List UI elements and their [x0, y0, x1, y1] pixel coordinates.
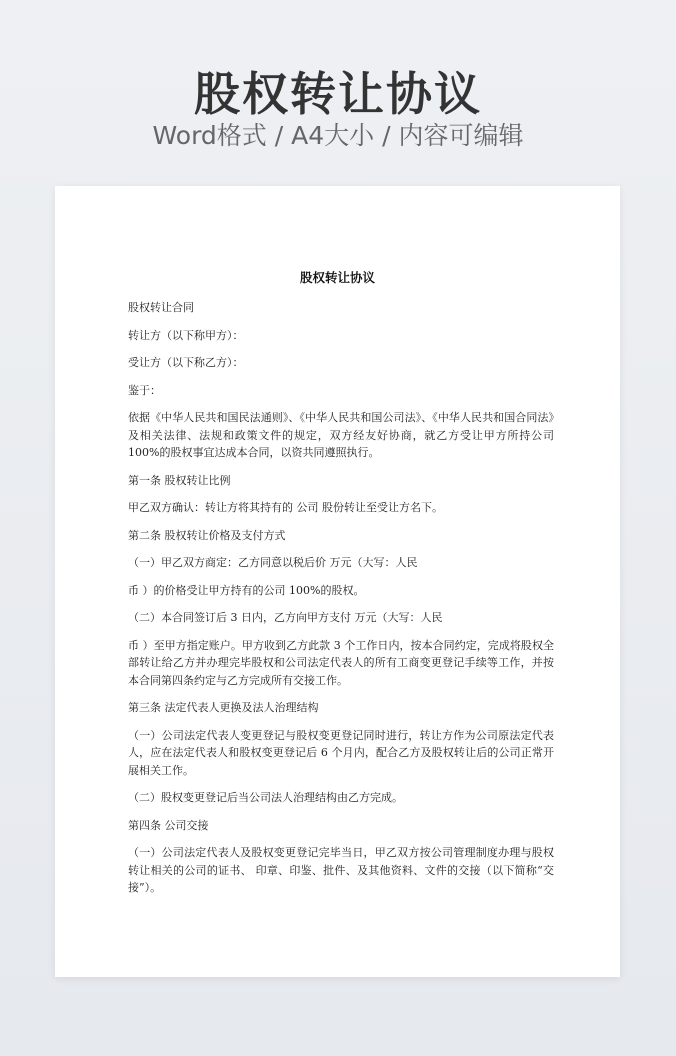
paragraph-contract-name: 股权转让合同	[128, 301, 194, 314]
article-3-heading: 第三条 法定代表人更换及法人治理结构	[128, 701, 319, 714]
paragraph-transferee: 受让方（以下称乙方）：	[128, 356, 244, 369]
article-1-heading: 第一条 股权转让比例	[128, 473, 231, 487]
paragraph-basis: 依据《中华人民共和国民法通则》、《中华人民共和国公司法》、《中华人民共和国合同法》及相关法律、法规和政策文件的规定，双方经友好协商，就乙方受让甲方所持公司100%的股权事宜达成本合同，以资共同遵照执行。	[128, 411, 554, 459]
document-title: 股权转让协议	[299, 270, 375, 285]
article-2-clause-2a: （二）本合同签订后 3 日内，乙方向甲方支付 万元（大写：人民	[128, 611, 443, 624]
article-4-clause-1: （一）公司法定代表人及股权变更登记完毕当日，甲乙双方按公司管理制度办理与股权转让相关的公司的证书、 印章、印鉴、批件、及其他资料、文件的交接（以下简称“交接”）。	[128, 846, 554, 894]
document-body	[128, 299, 554, 907]
article-3-clause-2: （二）股权变更登记后当公司法人治理结构由乙方完成。	[128, 791, 403, 804]
article-2-clause-2b: 币 ）至甲方指定账户。甲方收到乙方此款 3 个工作日内，按本合同约定，完成将股权全部转让给乙方并办理完毕股权和公司法定代表人的所有工商变更登记手续等工作，并按本合同第四条约定与乙方完成所有交接工作。	[128, 638, 554, 687]
article-2-heading: 第二条 股权转让价格及支付方式	[128, 528, 286, 542]
document-page	[55, 186, 620, 977]
page-subtitle: Word格式 / A4大小 / 内容可编辑	[152, 121, 524, 150]
article-1-text: 甲乙双方确认：转让方将其持有的 公司 股份转让至受让方名下。	[128, 501, 443, 514]
article-2-clause-1a: （一）甲乙双方商定：乙方同意以税后价 万元（大写：人民	[128, 556, 418, 569]
page-title: 股权转让协议	[194, 67, 482, 121]
paragraph-whereas: 鉴于：	[128, 383, 161, 397]
article-2-clause-1b: 币 ）的价格受让甲方持有的公司 100%的股权。	[128, 583, 365, 597]
article-3-clause-1: （一）公司法定代表人变更登记与股权变更登记同时进行，转让方作为公司原法定代表人，应在法定代表人和股权变更登记后 6 个月内，配合乙方及股权转让后的公司正常开展相关工作。	[128, 728, 554, 777]
paragraph-transferor: 转让方（以下称甲方）：	[128, 328, 244, 342]
article-4-heading: 第四条 公司交接	[128, 818, 209, 832]
